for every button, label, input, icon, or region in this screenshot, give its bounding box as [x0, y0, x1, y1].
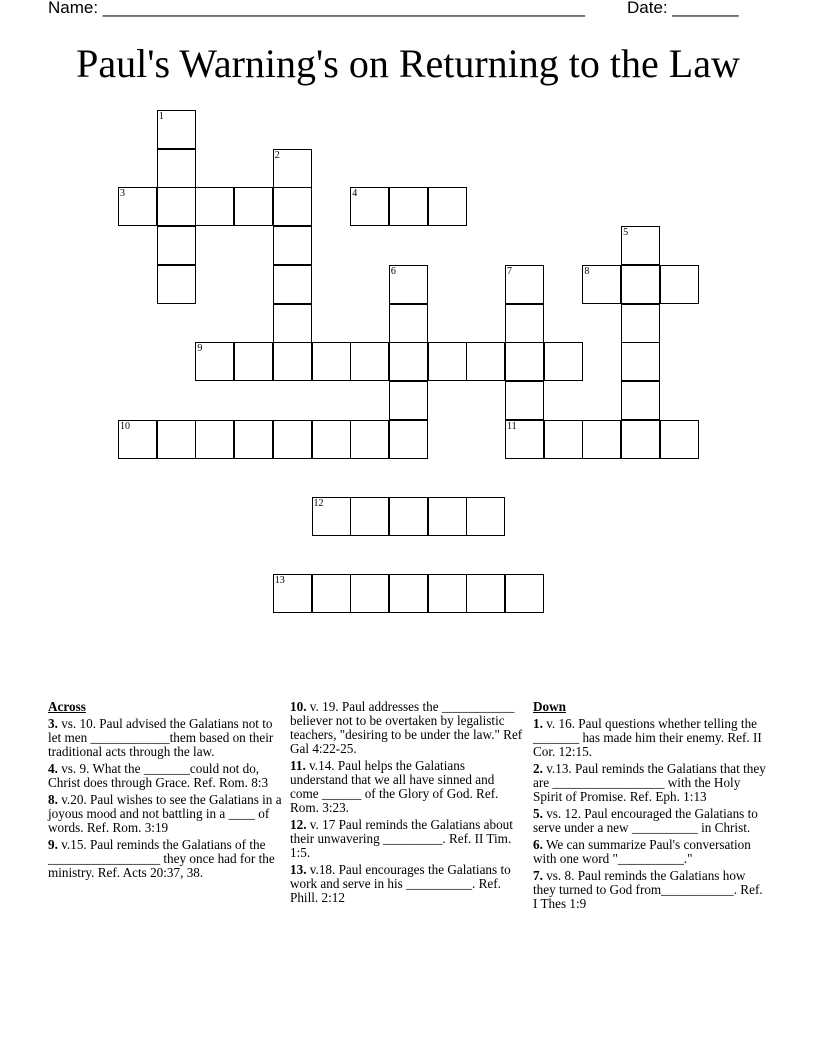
cell-number: 2 [274, 149, 280, 161]
crossword-cell[interactable] [350, 574, 389, 613]
crossword-cell[interactable] [389, 304, 428, 343]
cell-number: 13 [274, 575, 285, 587]
clue-number: 10. [290, 699, 307, 714]
crossword-cell[interactable] [660, 265, 699, 304]
crossword-cell[interactable] [312, 420, 351, 459]
across-clue [48, 838, 284, 880]
clue-text: v.15. Paul reminds the Galatians of the _________________ they once had for the ministry. Ref. Acts 20:37, 38. [48, 837, 275, 880]
across-clues-part-1 [48, 700, 284, 883]
crossword-cell[interactable] [505, 265, 544, 304]
clue-number: 2. [533, 761, 543, 776]
clue-number: 13. [290, 862, 307, 877]
crossword-cell[interactable] [389, 381, 428, 420]
crossword-cell[interactable] [273, 304, 312, 343]
date-field-label: Date: _______ [627, 0, 739, 17]
crossword-cell[interactable] [544, 420, 583, 459]
crossword-cell[interactable] [157, 265, 196, 304]
crossword-cell[interactable] [195, 420, 234, 459]
clue-text: vs. 8. Paul reminds the Galatians how they turned to God from___________. Ref. I Thes 1:9 [533, 868, 763, 911]
clue-number: 1. [533, 716, 543, 731]
crossword-cell[interactable] [582, 420, 621, 459]
crossword-cell[interactable] [234, 420, 273, 459]
down-heading: Down [533, 699, 566, 714]
cell-number: 11 [507, 420, 517, 432]
cell-number: 12 [313, 498, 324, 509]
crossword-cell[interactable] [428, 574, 467, 613]
clue-text: vs. 9. What the _______could not do, Christ does through Grace. Ref. Rom. 8:3 [48, 761, 269, 790]
crossword-cell[interactable] [582, 265, 621, 304]
cell-number: 1 [158, 111, 164, 122]
crossword-cell[interactable] [505, 304, 544, 343]
clue-text: v. 19. Paul addresses the ___________ believer not to be overtaken by legalistic teachers, "desiring to be under the law." Ref Gal 4:22-25. [290, 699, 523, 756]
crossword-cell[interactable] [157, 110, 196, 149]
crossword-cell[interactable] [195, 187, 234, 226]
across-clue [48, 717, 284, 759]
clue-number: 8. [48, 792, 58, 807]
crossword-cell[interactable] [273, 265, 312, 304]
cell-number: 10 [120, 420, 130, 432]
crossword-cell[interactable] [389, 342, 428, 381]
clue-text: vs. 10. Paul advised the Galatians not to let men ____________them based on their traditional acts through the law. [48, 716, 274, 759]
crossword-cell[interactable] [312, 342, 351, 381]
crossword-cell[interactable] [621, 304, 660, 343]
across-clue [48, 762, 284, 790]
crossword-cell[interactable] [466, 342, 505, 381]
cell-number: 4 [352, 188, 358, 200]
crossword-cell[interactable] [660, 420, 699, 459]
cell-number: 5 [623, 227, 629, 239]
crossword-cell[interactable] [544, 342, 583, 381]
crossword-cell[interactable] [505, 574, 544, 613]
down-clue [533, 762, 769, 804]
crossword-cell[interactable] [389, 574, 428, 613]
clue-text: v. 16. Paul questions whether telling the _______ has made him their enemy. Ref. II Cor. 12:15. [533, 716, 762, 759]
down-clue [533, 717, 769, 759]
crossword-cell[interactable] [312, 497, 351, 536]
clue-number: 11. [290, 758, 306, 773]
crossword-cell[interactable] [621, 381, 660, 420]
down-clue [533, 807, 769, 835]
name-field-label: Name: ___________________________________________________ [48, 0, 585, 17]
cell-number: 3 [120, 188, 125, 200]
cell-number: 7 [507, 265, 512, 277]
crossword-cell[interactable] [273, 420, 312, 459]
clue-number: 5. [533, 806, 543, 821]
crossword-cell[interactable] [312, 574, 351, 613]
clue-number: 12. [290, 817, 307, 832]
crossword-cell[interactable] [621, 420, 660, 459]
across-clue [48, 793, 284, 835]
crossword-cell[interactable] [389, 187, 428, 226]
crossword-cell[interactable] [273, 342, 312, 381]
crossword-cell[interactable] [505, 420, 544, 459]
crossword-cell[interactable] [428, 342, 467, 381]
crossword-cell[interactable] [621, 342, 660, 381]
across-clue [290, 700, 526, 756]
crossword-cell[interactable] [505, 342, 544, 381]
crossword-cell[interactable] [273, 187, 312, 226]
crossword-cell[interactable] [466, 574, 505, 613]
crossword-cell[interactable] [428, 497, 467, 536]
crossword-cell[interactable] [466, 497, 505, 536]
cell-number: 9 [197, 343, 203, 355]
crossword-cell[interactable] [389, 265, 428, 304]
crossword-cell[interactable] [118, 187, 157, 226]
crossword-cell[interactable] [273, 574, 312, 613]
across-heading: Across [48, 699, 86, 714]
crossword-cell[interactable] [428, 187, 467, 226]
crossword-cell[interactable] [350, 187, 389, 226]
clue-text: v. 17 Paul reminds the Galatians about their unwavering _________. Ref. II Tim. 1:5. [290, 817, 513, 860]
crossword-cell[interactable] [234, 187, 273, 226]
crossword-cell[interactable] [621, 265, 660, 304]
crossword-cell[interactable] [389, 420, 428, 459]
clue-number: 9. [48, 837, 58, 852]
crossword-cell[interactable] [118, 420, 157, 459]
crossword-cell[interactable] [157, 187, 196, 226]
crossword-cell[interactable] [234, 342, 273, 381]
clue-number: 4. [48, 761, 58, 776]
crossword-cell[interactable] [157, 420, 196, 459]
clue-text: We can summarize Paul's conversation with one word "__________." [533, 837, 751, 866]
down-clue [533, 838, 769, 866]
down-clue [533, 869, 769, 911]
crossword-cell[interactable] [157, 226, 196, 265]
across-clues-part-2 [290, 700, 526, 908]
clue-text: v.18. Paul encourages the Galatians to work and serve in his __________. Ref. Phill. 2:12 [290, 862, 511, 905]
clue-number: 3. [48, 716, 58, 731]
crossword-cell[interactable] [350, 497, 389, 536]
clue-number: 6. [533, 837, 543, 852]
crossword-cell[interactable] [621, 226, 660, 265]
crossword-cell[interactable] [350, 342, 389, 381]
across-clue [290, 863, 526, 905]
clue-number: 7. [533, 868, 543, 883]
crossword-cell[interactable] [273, 226, 312, 265]
crossword-cell[interactable] [195, 342, 234, 381]
across-clue [290, 759, 526, 815]
cell-number: 6 [390, 265, 396, 277]
crossword-cell[interactable] [505, 381, 544, 420]
clue-text: v.14. Paul helps the Galatians understand that we all have sinned and come ______ of the Glory of God. Ref. Rom. 3:23. [290, 758, 499, 815]
crossword-cell[interactable] [350, 420, 389, 459]
crossword-cell[interactable] [273, 149, 312, 188]
across-clue [290, 818, 526, 860]
clue-text: v.20. Paul wishes to see the Galatians in a joyous mood and not battling in a ____ of words. Ref. Rom. 3:19 [48, 792, 282, 835]
page-title: Paul's Warning's on Returning to the Law [76, 41, 740, 86]
down-clues [533, 700, 769, 914]
clue-text: v.13. Paul reminds the Galatians that they are _________________ with the Holy Spirit of Promise. Ref. Eph. 1:13 [533, 761, 766, 804]
cell-number: 8 [584, 265, 590, 277]
crossword-cell[interactable] [389, 497, 428, 536]
crossword-cell[interactable] [157, 149, 196, 188]
clue-text: vs. 12. Paul encouraged the Galatians to serve under a new __________ in Christ. [533, 806, 758, 835]
